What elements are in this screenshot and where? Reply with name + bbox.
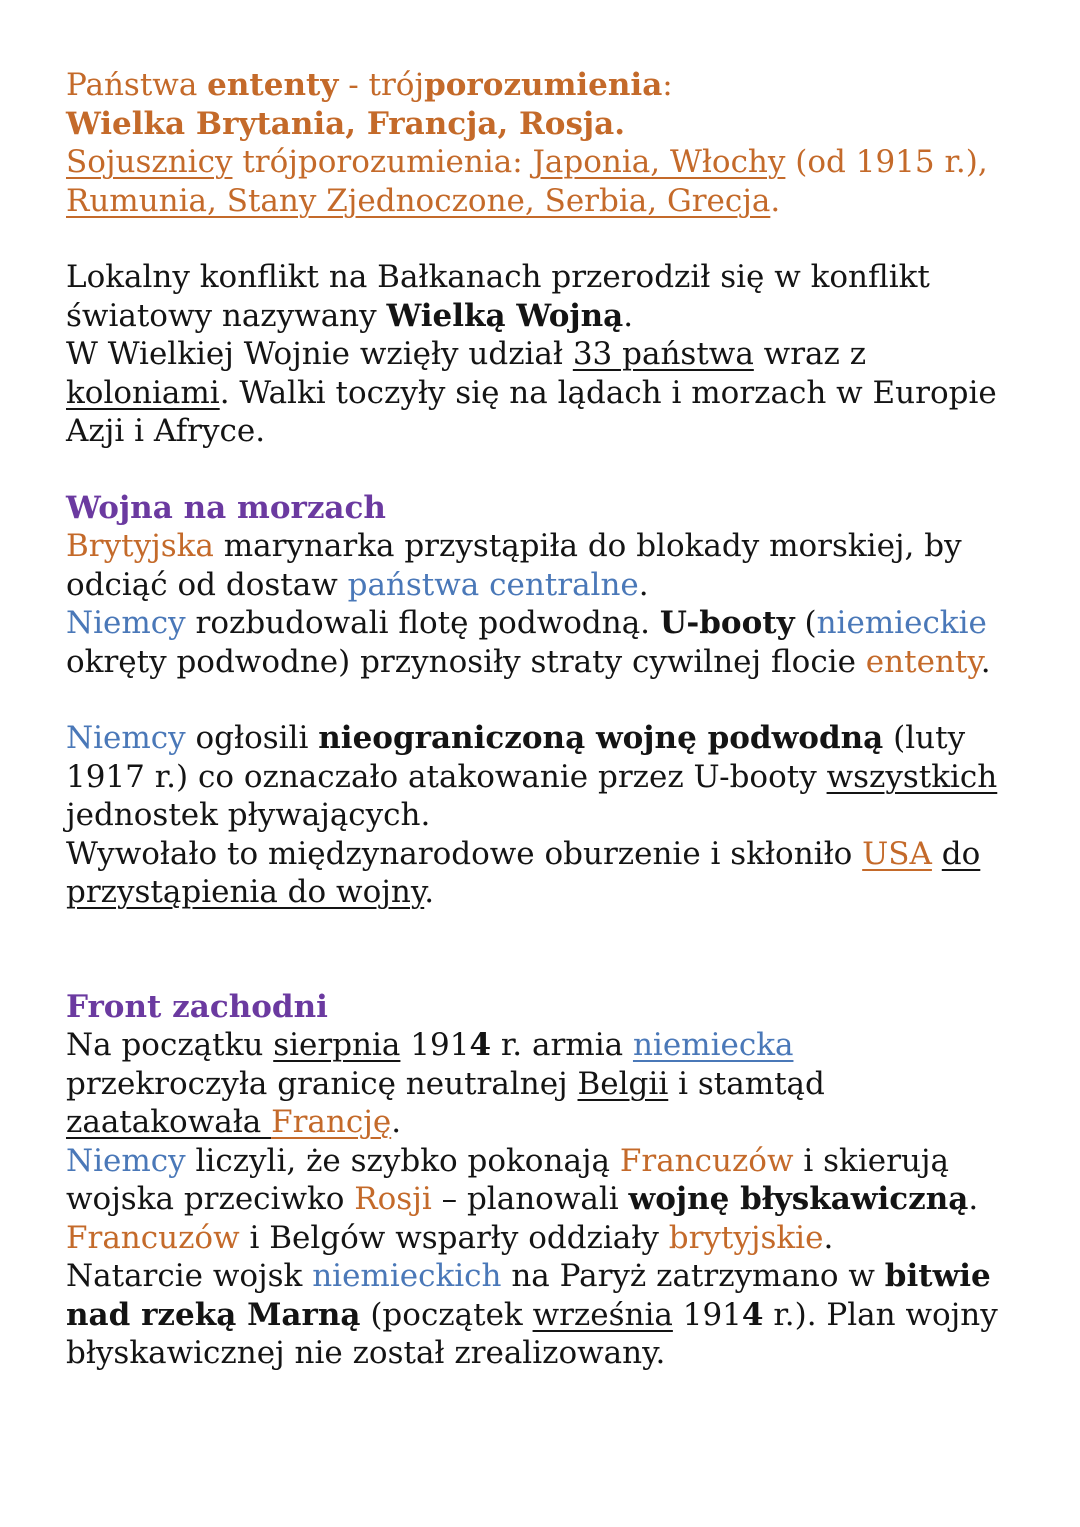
entente-paragraph — [66, 66, 1040, 220]
section-heading-sea-war: Wojna na morzach — [66, 489, 386, 526]
entente-members: Wielka Brytania, Francja, Rosja. — [66, 105, 626, 142]
entente-allies-line-1: Sojusznicy trójporozumienia: Japonia, Włochy (od 1915 r.), — [66, 144, 988, 180]
section-heading-western-front: Front zachodni — [66, 988, 328, 1025]
submarine-war-paragraph: Niemcy ogłosili nieograniczoną wojnę podwodną (luty 1917 r.) co oznaczało atakowanie przez U-booty wszystkich jednostek pływających. Wywołało to międzynarodowe oburzenie i skłoniło USA do przystąpienia do wojny. — [66, 720, 998, 910]
sea-war-paragraph: Brytyjska marynarka przystąpiła do blokady morskiej, by odciąć od dostaw państwa centralne. Niemcy rozbudowali flotę podwodną. U-booty (niemieckie okręty podwodne) przynosiły straty cywilnej flocie ententy. — [66, 528, 991, 680]
western-front-paragraph: Na początku sierpnia 1914 r. armia niemiecka przekroczyła granicę neutralnej Belgii i stamtąd zaatakowała Francję. Niemcy liczyli, że szybko pokonają Francuzów i skierują wojska przeciwko Rosji – planowali wojnę błyskawiczną. Francuzów i Belgów wsparły oddziały brytyjskie. Natarcie wojsk niemieckich na Paryż zatrzymano w bitwie nad rzeką Marną (początek września 1914 r.). Plan wojny błyskawicznej nie został zrealizowany. — [66, 1027, 998, 1371]
entente-allies-line-2: Rumunia, Stany Zjednoczone, Serbia, Grecja. — [66, 182, 781, 219]
entente-line-1: Państwa ententy - trójporozumienia: — [66, 67, 673, 103]
great-war-paragraph: Lokalny konflikt na Bałkanach przerodził się w konflikt światowy nazywany Wielką Wojną. W Wielkiej Wojnie wzięły udział 33 państwa wraz z koloniami. Walki toczyły się na lądach i morzach w Europie Azji i Afryce. — [66, 259, 997, 449]
